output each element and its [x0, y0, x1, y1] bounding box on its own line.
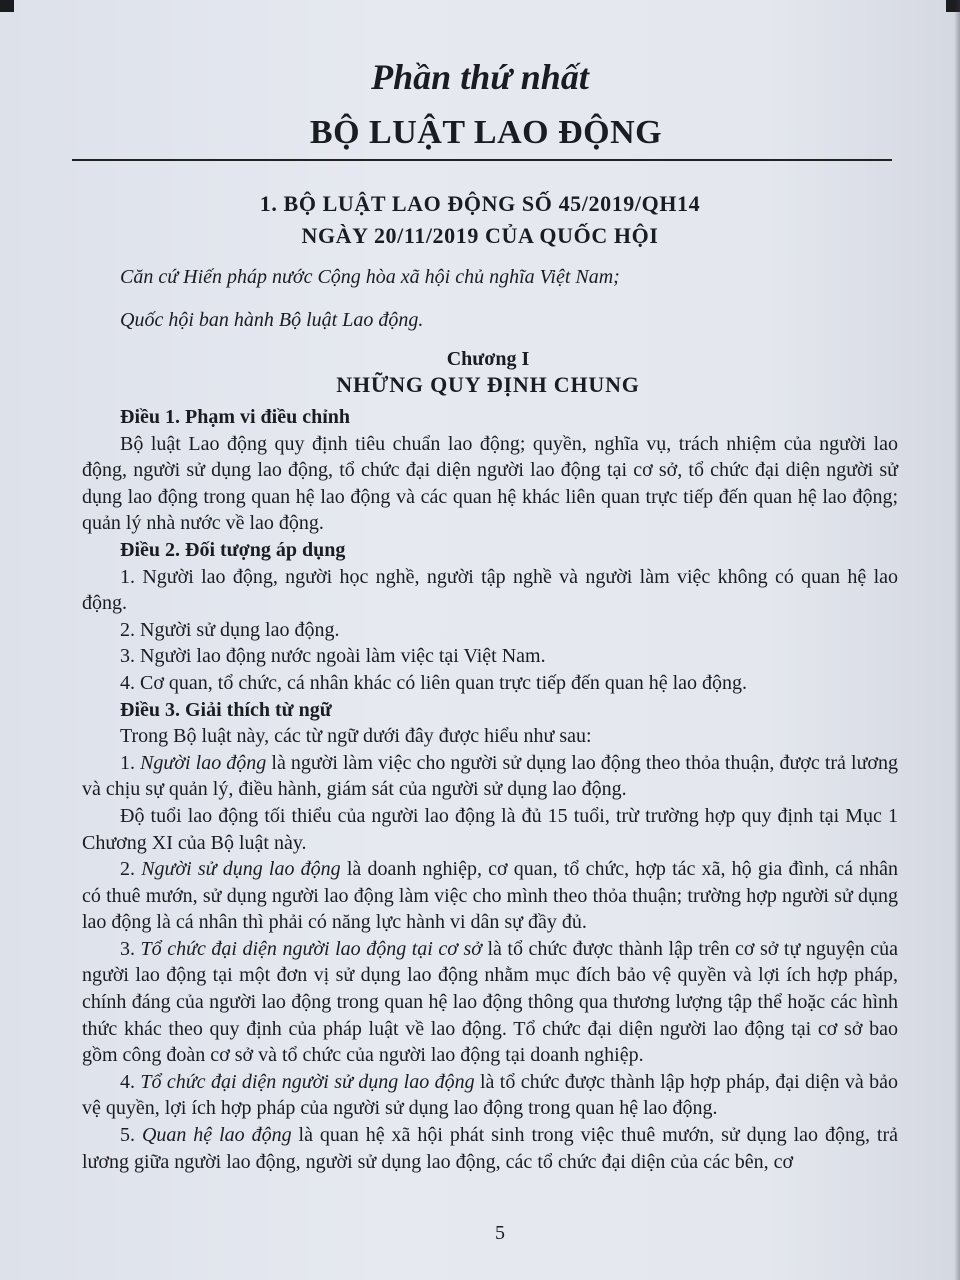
definition-text: là người làm việc cho người sử dụng lao động theo thỏa thuận, được trả lương và chịu sự quản lý, điều hành, giám sát của người sử dụng lao động. [82, 751, 898, 801]
definition-paragraph [82, 1122, 898, 1175]
definition-number: 1. [120, 751, 141, 774]
main-title: BỘ LUẬT LAO ĐỘNG [309, 114, 663, 151]
article-2-item: 2. Người sử dụng lao động. [120, 618, 340, 641]
definition-text: là doanh nghiệp, cơ quan, tổ chức, hợp tác xã, hộ gia đình, cá nhân có thuê mướn, sử dụng người lao động làm việc cho mình theo thỏa thuận; trường hợp người sử dụng lao động là cá nhân thì phải có năng lực hành vi dân sự đầy đủ. [82, 858, 899, 934]
definition-term: Người sử dụng lao động [141, 858, 341, 881]
article-2-item: 1. Người lao động, người học nghề, người tập nghề và người làm việc không có quan hệ lao động. [82, 565, 898, 615]
article-2-item: 4. Cơ quan, tổ chức, cá nhân khác có liên quan trực tiếp đến quan hệ lao động. [120, 671, 748, 694]
preamble-line-1: Căn cứ Hiến pháp nước Cộng hòa xã hội chủ nghĩa Việt Nam; [120, 266, 620, 288]
definition-text: là quan hệ xã hội phát sinh trong việc thuê mướn, sử dụng lao động, trả lương giữa người lao động, người sử dụng lao động, các tổ chức đại diện của các bên, cơ [82, 1124, 898, 1173]
page-number: 5 [495, 1222, 505, 1244]
definition-number: 3. [120, 937, 141, 960]
definition-text: Độ tuổi lao động tối thiểu của người lao động là đủ 15 tuổi, trừ trường hợp quy định tại Mục 1 Chương XI của Bộ luật này. [82, 804, 898, 854]
definition-term: Tổ chức đại diện người lao động tại cơ sở [140, 937, 482, 960]
definition-term: Người lao động [140, 751, 267, 774]
definition-paragraph [82, 936, 898, 1069]
definition-text: là tổ chức được thành lập hợp pháp, đại diện và bảo vệ quyền, lợi ích hợp pháp của người sử dụng lao động trong quan hệ lao động. [82, 1070, 898, 1120]
definition-term: Tổ chức đại diện người sử dụng lao động [140, 1070, 475, 1093]
article-3-intro: Trong Bộ luật này, các từ ngữ dưới đây được hiểu như sau: [120, 725, 592, 748]
definition-paragraph [82, 750, 898, 803]
definition-term: Quan hệ lao động [141, 1124, 292, 1147]
title-divider [72, 159, 892, 161]
chapter-number: Chương I [446, 348, 530, 370]
article-1-paragraph: Bộ luật Lao động quy định tiêu chuẩn lao động; quyền, nghĩa vụ, trách nhiệm của người lao động, người sử dụng lao động, tổ chức đại diện người lao động tại cơ sở, tổ chức đại diện người sử dụng lao động trong quan hệ lao động và các quan hệ khác liên quan trực tiếp đến quan hệ lao động; quản lý nhà nước về lao động. [82, 432, 898, 535]
law-title [0, 188, 960, 252]
body-text [82, 404, 898, 1175]
part-title: Phần thứ nhất [371, 57, 589, 97]
preamble-line-2: Quốc hội ban hành Bộ luật Lao động. [120, 309, 424, 331]
definition-text: là tổ chức được thành lập trên cơ sở tự nguyện của người lao động tại một đơn vị sử dụng lao động nhằm mục đích bảo vệ quyền và lợi ích hợp pháp, chính đáng của người lao động trong quan hệ lao động thông qua thương lượng tập thể hoặc các hình thức khác theo quy định của pháp luật về lao động. Tổ chức đại diện người lao động tại cơ sở bao gồm công đoàn cơ sở và tổ chức của người lao động tại doanh nghiệp. [82, 937, 899, 1067]
definition-paragraph [82, 803, 898, 856]
page-corner-shadow [0, 0, 14, 12]
definition-paragraph [82, 1069, 898, 1122]
definition-paragraph [82, 856, 898, 936]
definition-number: 2. [120, 858, 142, 881]
article-3-heading: Điều 3. Giải thích từ ngữ [120, 698, 332, 721]
article-1-heading: Điều 1. Phạm vi điều chỉnh [120, 406, 351, 428]
definition-number: 4. [120, 1070, 141, 1093]
definition-number: 5. [120, 1124, 142, 1147]
article-2-item: 3. Người lao động nước ngoài làm việc tại Việt Nam. [120, 645, 546, 668]
article-2-heading: Điều 2. Đối tượng áp dụng [120, 538, 346, 561]
law-title-line-1: 1. BỘ LUẬT LAO ĐỘNG SỐ 45/2019/QH14 [259, 191, 701, 216]
chapter-title: NHỮNG QUY ĐỊNH CHUNG [336, 372, 640, 397]
law-title-line-2: NGÀY 20/11/2019 CỦA QUỐC HỘI [301, 223, 659, 248]
